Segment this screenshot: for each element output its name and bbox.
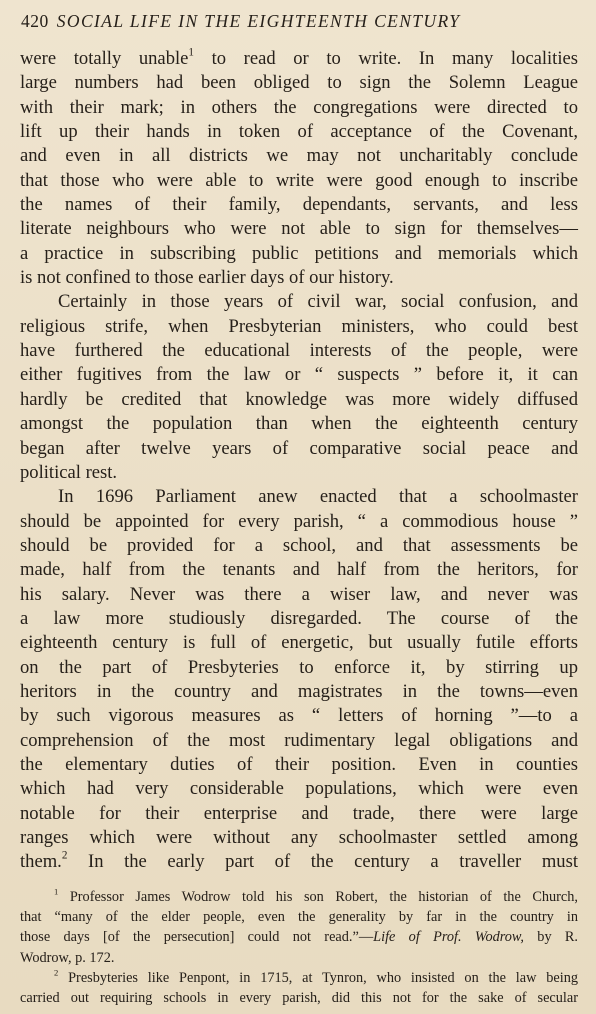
text-line: them.$^2$ In the early part of the century a traveller must [20, 849, 578, 873]
text-line: hardly be credited that knowledge was more widely diffused [20, 388, 578, 410]
text-line: eighteenth century is full of energetic, but usually futile efforts [20, 632, 578, 654]
text-line: amongst the population than when the eighteenth century [20, 413, 578, 435]
footnotes [20, 887, 578, 1008]
text-line: a practice in subscribing public petitions and memorials which [20, 242, 578, 264]
text-line: his salary. Never was there a wiser law, and never was [20, 583, 578, 605]
footnote-ref-1[interactable]: 1 [188, 46, 194, 59]
text-line: with their mark; in others the congregations were directed to [20, 96, 578, 118]
text-line: Certainly in those years of civil war, social confusion, and [58, 291, 578, 313]
text-line: were totally unable$^1$ to read or to write. In many localities [20, 46, 578, 69]
text-line: began after twelve years of comparative social peace and [20, 437, 578, 459]
text-line: In 1696 Parliament anew enacted that a schoolmaster [58, 486, 578, 508]
text-line: notable for their enterprise and trade, there were large [20, 802, 578, 824]
footnote-ref-2[interactable]: 2 [61, 849, 68, 862]
text-line: either fugitives from the law or “ suspects ” before it, it can [20, 364, 578, 386]
text-line: heritors in the country and magistrates in the towns—even [20, 680, 578, 702]
text-line: the names of their family, dependants, servants, and less [20, 194, 578, 216]
text-line: literate neighbours who were not able to sign for themselves— [20, 218, 578, 240]
text-line: comprehension of the most rudimentary legal obligations and [20, 729, 578, 751]
text-line: religious strife, when Presbyterian ministers, who could best [20, 315, 578, 337]
text-line: lift up their hands in token of acceptance of the Covenant, [20, 121, 578, 143]
text-line: have furthered the educational interests of the people, were [20, 340, 578, 362]
text-line: ranges which were without any schoolmaster settled among [20, 827, 578, 848]
text-line: political rest. [20, 461, 118, 483]
citation-title: Life of Prof. Wodrow, [373, 929, 524, 946]
text-line: made, half from the tenants and half from the heritors, for [20, 559, 578, 581]
text-line: should be appointed for every parish, “ a commodious house ” [20, 510, 578, 532]
text-line: by such vigorous measures as “ letters of horning ”—to a [20, 705, 578, 727]
footnote-1: $^1$ Professor James Wodrow told his son Robert, the historian of the Church, [54, 886, 578, 905]
text-line: a law more studiously disregarded. The course of the [20, 607, 578, 629]
text-line: and even in all districts we may not uncharitably conclude [20, 145, 578, 167]
text-line: large numbers had been obliged to sign the Solemn League [20, 72, 578, 94]
text-line: that those who were able to write were good enough to inscribe [20, 169, 578, 191]
text-line: is not confined to those earlier days of our history. [20, 267, 394, 289]
text-line: should be provided for a school, and that assessments be [20, 534, 578, 556]
running-head [21, 8, 581, 34]
text-line: which had very considerable populations, which were even [20, 778, 578, 800]
footnote-line: Wodrow, p. 172. [20, 949, 115, 966]
page-number: 420 [21, 11, 49, 31]
text-line: the elementary duties of their position. Even in counties [20, 753, 578, 775]
running-title: SOCIAL LIFE IN THE EIGHTEENTH CENTURY [56, 11, 461, 31]
text-line: on the part of Presbyteries to enforce it, by stirring up [20, 656, 578, 678]
footnote-line: that “many of the elder people, even the generality by far in the country in [20, 909, 578, 926]
footnote-2: $^2$ Presbyteries like Penpont, in 1715, at Tynron, who insisted on the law being [54, 967, 578, 986]
footnote-line: those days [of the persecution] could not read.”—Life of Prof. Wodrow, by R. [20, 929, 579, 946]
body-text [20, 47, 578, 875]
footnote-line: carried out requiring schools in every parish, did this not for the sake of secular [20, 989, 578, 1006]
